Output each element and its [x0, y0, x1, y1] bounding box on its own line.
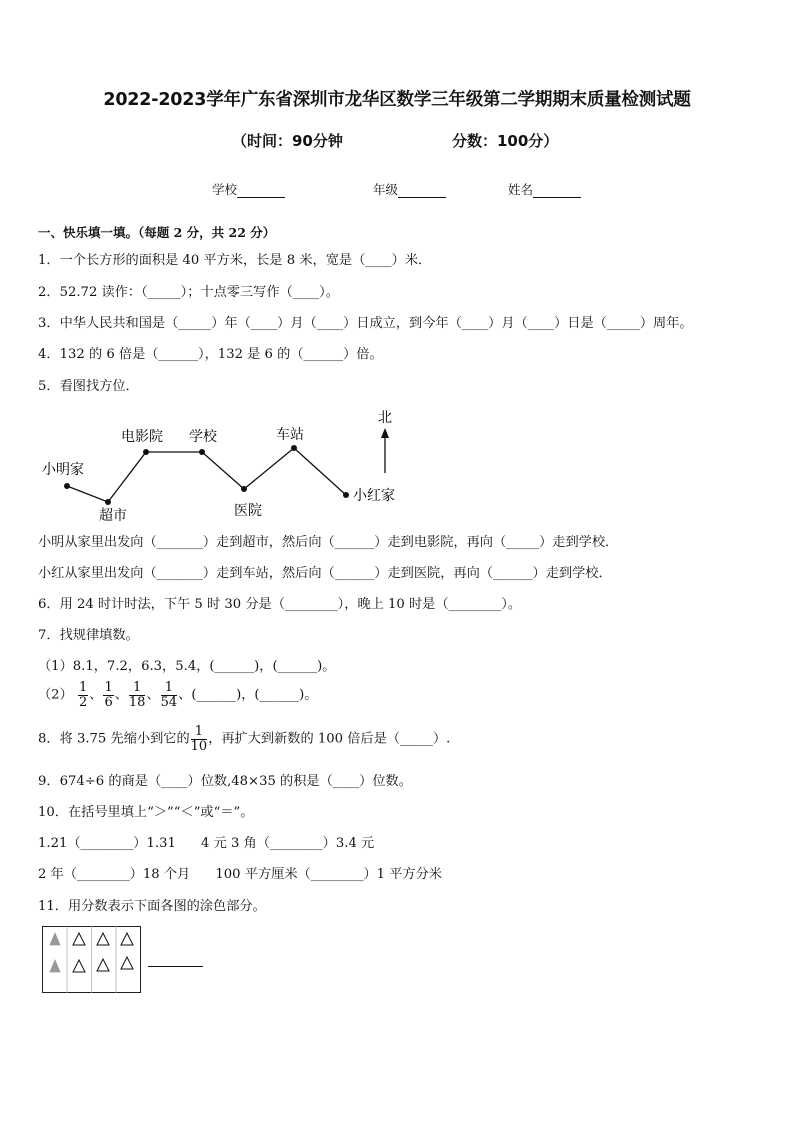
question-8 [38, 725, 450, 753]
question-5-line-2: 小红从家里出发向（_______）走到车站，然后向（______）走到医院，再向（______）走到学校． [38, 566, 612, 581]
name-label: 姓名 [508, 182, 534, 197]
question-2: 2．52.72 读作：（_____）；十点零三写作（____）。 [38, 285, 339, 300]
question-5: 5．看图找方位． [38, 379, 139, 394]
triangle-icon [121, 957, 133, 969]
question-10-row-1: 1.21（________）1.31 4 元 3 角（________）3.4 元 [38, 836, 375, 851]
question-7: 7．找规律填数。 [38, 628, 139, 643]
shaded-triangle-icon [50, 933, 60, 945]
label-hospital: 医院 [234, 503, 262, 519]
exam-score: 分数：100分） [452, 132, 559, 150]
question-6: 6．用 24 时计时法，下午 5 时 30 分是（________），晚上 10 时是（________）。 [38, 597, 522, 612]
triangle-grid-figure [42, 926, 142, 994]
school-blank [237, 184, 285, 198]
q7-2-suffix: 、(______)，(______)。 [178, 687, 318, 703]
triangle-icon [97, 959, 109, 971]
q7-2-prefix: （2） [38, 687, 73, 703]
fraction-1-6: $\frac{1}{6}$ [104, 680, 113, 710]
fraction-1-54: $\frac{1}{54}$ [160, 680, 178, 710]
point-school [199, 449, 205, 455]
name-blank [533, 184, 581, 198]
triangle-icon [73, 933, 85, 945]
grade-blank [398, 184, 446, 198]
question-9: 9．674÷6 的商是（____）位数,48×35 的积是（____）位数。 [38, 774, 412, 789]
label-station: 车站 [276, 427, 304, 443]
fraction-1-18: $\frac{1}{18}$ [128, 680, 146, 710]
page-title: 2022-2023学年广东省深圳市龙华区数学三年级第二学期期末质量检测试题 [103, 90, 691, 110]
point-cinema [143, 449, 149, 455]
grade-field [373, 180, 446, 198]
route-line [67, 448, 346, 502]
grade-label: 年级 [373, 182, 399, 197]
label-supermarket: 超市 [99, 508, 127, 524]
exam-time: （时间：90分钟 [232, 132, 343, 150]
fraction-1-10: $\frac{1}{10}$ [190, 724, 208, 754]
point-hospital [241, 486, 247, 492]
question-5-line-1: 小明从家里出发向（_______）走到超市，然后向（______）走到电影院，再向（_____）走到学校． [38, 535, 619, 550]
direction-map [38, 400, 418, 525]
point-supermarket [105, 499, 111, 505]
triangle-icon [121, 933, 133, 945]
label-school: 学校 [189, 429, 217, 445]
point-xiaohong-home [343, 492, 349, 498]
school-label: 学校 [212, 182, 238, 197]
triangle-icon [97, 933, 109, 945]
q8-prefix: 8．将 3.75 先缩小到它的 [38, 731, 190, 747]
question-10: 10．在括号里填上“＞”“＜”或“＝”。 [38, 805, 254, 820]
q8-suffix: ，再扩大到新数的 100 倍后是（_____）. [208, 731, 451, 747]
triangle-icon [73, 960, 85, 972]
question-4: 4．132 的 6 倍是（______），132 是 6 的（______）倍。 [38, 347, 383, 362]
school-field [212, 180, 285, 198]
question-7-1: （1）8.1，7.2，6.3，5.4，(______)，(______)。 [38, 659, 336, 674]
fraction-1-2: $\frac{1}{2}$ [78, 680, 88, 710]
q11-answer-line [148, 966, 203, 967]
label-xiaoming-home: 小明家 [42, 462, 84, 478]
label-xiaohong-home: 小红家 [353, 488, 395, 504]
question-1: 1．一个长方形的面积是 40 平方米，长是 8 米，宽是（____）米． [38, 253, 432, 268]
shaded-triangle-icon [50, 960, 60, 972]
label-cinema: 电影院 [121, 429, 163, 445]
name-field [508, 180, 581, 198]
question-10-row-2: 2 年（________）18 个月 100 平方厘米（________）1 平方分米 [38, 867, 442, 882]
section-heading: 一、快乐填一填。（每题 2 分，共 22 分） [38, 225, 276, 240]
point-xiaoming-home [64, 483, 70, 489]
label-north: 北 [378, 410, 392, 426]
point-station [291, 445, 297, 451]
question-3: 3．中华人民共和国是（_____）年（____）月（____）日成立，到今年（____）月（____）日是（_____）周年。 [38, 316, 693, 331]
question-7-2: （2） $\frac{1}{2}$ 、 $\frac{1}{6}$ 、 $\frac{1}{18}$ 、 $\frac{1}{54}$ 、(______)，(______)。 [38, 680, 318, 710]
question-11: 11．用分数表示下面各图的涂色部分。 [38, 899, 266, 914]
north-arrow-icon [381, 428, 389, 438]
